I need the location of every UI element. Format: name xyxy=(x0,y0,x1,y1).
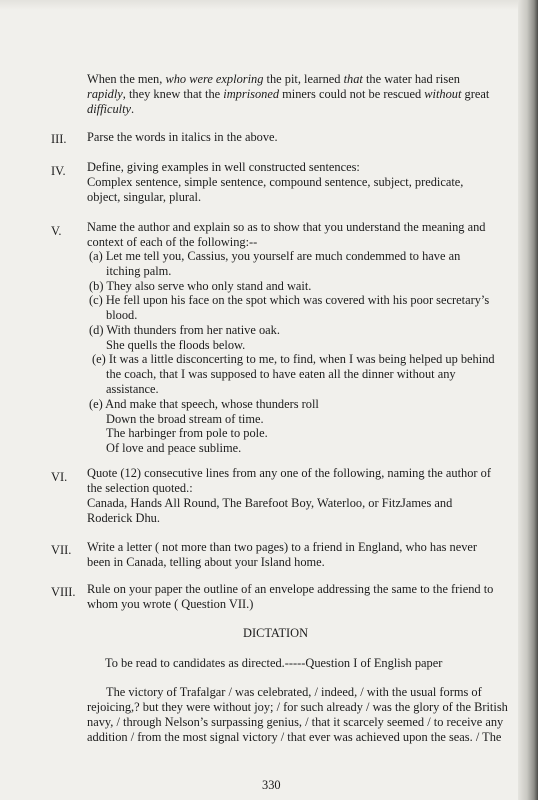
book-binding-shadow xyxy=(518,0,538,800)
intro-line-2 xyxy=(87,87,489,102)
text-run: . xyxy=(131,102,135,116)
quote-line: assistance. xyxy=(106,382,159,396)
dictation-instruction: To be read to candidates as directed.-----Question I of English paper xyxy=(105,656,443,670)
question-line: Roderick Dhu. xyxy=(87,511,160,525)
italic-word: who were exploring xyxy=(165,72,264,86)
question-line: Complex sentence, simple sentence, compound sentence, subject, predicate, xyxy=(87,175,464,189)
question-number: VIII. xyxy=(51,585,76,599)
italic-word: imprisoned xyxy=(223,87,280,101)
text-run: , they knew that the xyxy=(122,87,224,101)
italic-word: difficulty xyxy=(87,102,132,116)
quote-line: (e) It was a little disconcerting to me, to find, when I was being helped up behind xyxy=(92,352,495,366)
italic-word: that xyxy=(343,72,363,86)
question-line: Write a letter ( not more than two pages) to a friend in England, who has never xyxy=(87,540,478,554)
question-number: IV. xyxy=(51,164,66,178)
italic-word: rapidly xyxy=(87,87,123,101)
question-line: context of each of the following:-- xyxy=(87,235,258,249)
quote-line: (a) Let me tell you, Cassius, you yourself are much condemmed to have an xyxy=(89,249,461,263)
intro-line-3 xyxy=(87,102,134,117)
quote-line: She quells the floods below. xyxy=(106,338,246,352)
italic-word: without xyxy=(424,87,462,101)
question-line: object, singular, plural. xyxy=(87,190,202,204)
question-number: III. xyxy=(51,132,67,146)
question-line: whom you wrote ( Question VII.) xyxy=(87,597,254,611)
quote-line: itching palm. xyxy=(106,264,172,278)
quote-line: (c) He fell upon his face on the spot which was covered with his poor secretary’s xyxy=(89,293,490,307)
page-number: 330 xyxy=(262,778,281,792)
quote-line: Down the broad stream of time. xyxy=(106,412,264,426)
question-line: Canada, Hands All Round, The Barefoot Boy, Waterloo, or FitzJames and xyxy=(87,496,453,510)
text-run: the pit, learned xyxy=(263,72,344,86)
question-line: Rule on your paper the outline of an envelope addressing the same to the friend to xyxy=(87,582,494,596)
text-run: great xyxy=(461,87,490,101)
quote-line: (e) And make that speech, whose thunders roll xyxy=(89,397,319,411)
dictation-line: rejoicing,? but they were without joy; / for such already / was the glory of the British xyxy=(87,700,508,714)
question-line: the selection quoted.: xyxy=(87,481,193,495)
question-text: Parse the words in italics in the above. xyxy=(87,130,278,144)
quote-line: (d) With thunders from her native oak. xyxy=(89,323,280,337)
quote-line: (b) They also serve who only stand and wait. xyxy=(89,279,312,293)
quote-line: blood. xyxy=(106,308,138,322)
dictation-line: The victory of Trafalgar / was celebrated, / indeed, / with the usual forms of xyxy=(106,685,482,699)
question-number: VII. xyxy=(51,543,72,557)
dictation-line: navy, / through Nelson’s surpassing genius, / that it scarcely seemed / to receive any xyxy=(87,715,504,729)
text-run: the water had risen xyxy=(362,72,460,86)
text-run: When the men, xyxy=(87,72,166,86)
question-line: Quote (12) consecutive lines from any one of the following, naming the author of xyxy=(87,466,491,480)
question-line: been in Canada, telling about your Island home. xyxy=(87,555,325,569)
section-heading: DICTATION xyxy=(243,626,309,640)
text-run: miners could not be rescued xyxy=(279,87,425,101)
quote-line: Of love and peace sublime. xyxy=(106,441,242,455)
question-line: Name the author and explain so as to show that you understand the meaning and xyxy=(87,220,486,234)
question-line: Define, giving examples in well constructed sentences: xyxy=(87,160,360,174)
intro-line-1 xyxy=(87,72,460,87)
question-number: VI. xyxy=(51,470,68,484)
question-number: V. xyxy=(51,224,62,238)
dictation-line: addition / from the most signal victory / that ever was achieved upon the seas. / The xyxy=(87,730,502,744)
quote-line: the coach, that I was supposed to have eaten all the dinner without any xyxy=(106,367,456,381)
page-top-shadow xyxy=(0,0,538,10)
quote-line: The harbinger from pole to pole. xyxy=(106,426,268,440)
